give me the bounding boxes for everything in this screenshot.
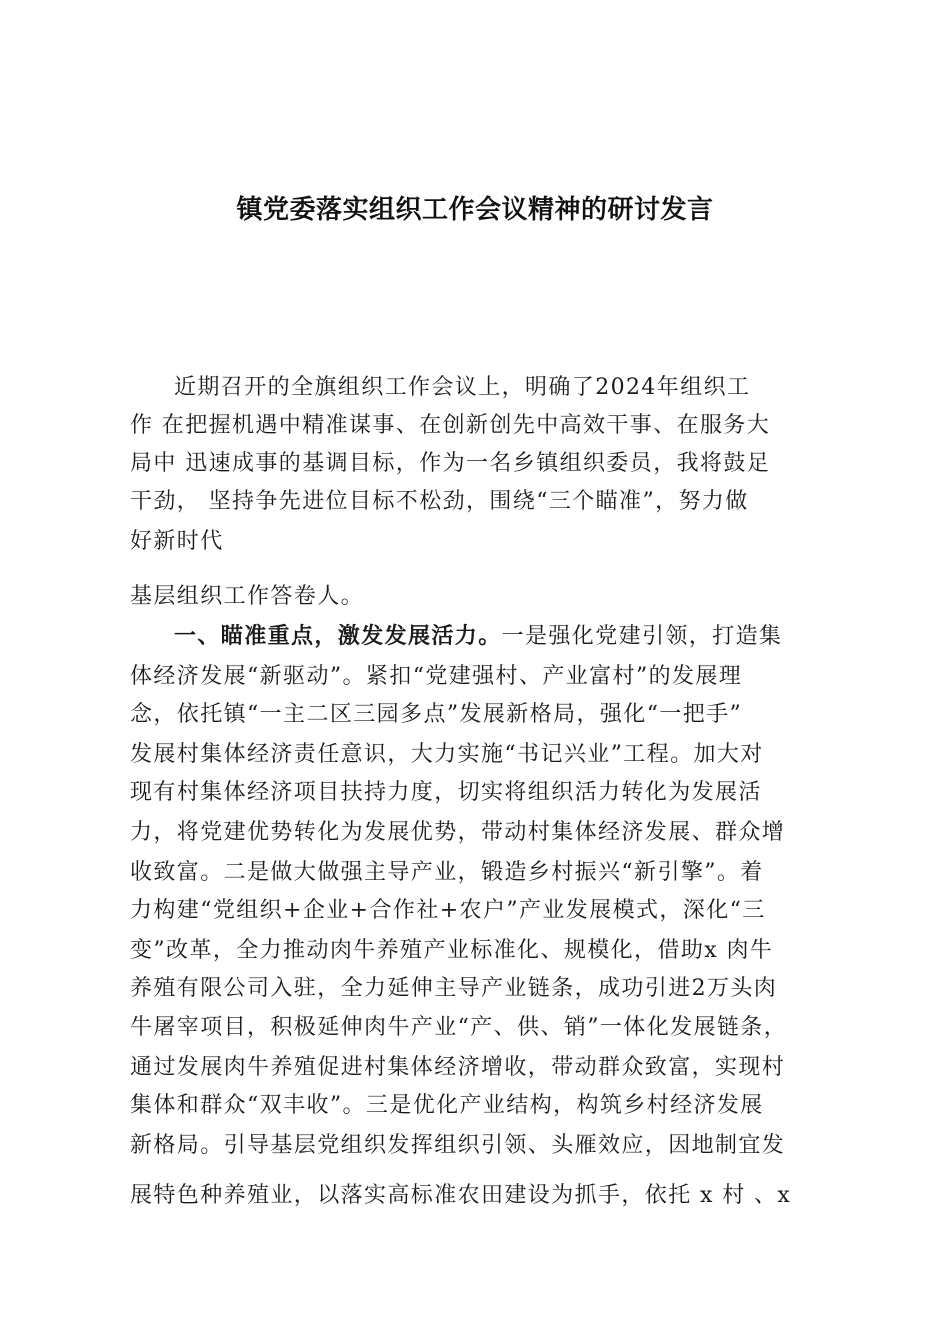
section1-line: 集体和群众“双丰收”。三是优化产业结构，构筑乡村经济发展 (130, 1093, 764, 1118)
intro-line-4: 干劲， 坚持争先进位目标不松劲，围绕“三个瞄准”，努力做 (130, 489, 749, 514)
intro-line-1: 近期召开的全旗组织工作会议上，明确了2024年组织工 (174, 375, 751, 400)
section1-line: 变”改革，全力推动肉牛养殖产业标准化、规模化，借助x 肉牛 (130, 938, 774, 963)
intro-line-2: 作 在把握机遇中精准谋事、在创新创先中高效干事、在服务大 (130, 413, 771, 438)
section1-heading: 一、瞄准重点，激发发展活力。 (174, 624, 502, 649)
intro-line-3: 局中 迅速成事的基调目标，作为一名乡镇组织委员，我将鼓足 (130, 451, 771, 476)
section1-line: 通过发展肉牛养殖促进村集体经济增收，带动群众致富，实现村 (130, 1055, 786, 1080)
section1-line: 发展村集体经济责任意识，大力实施“书记兴业”工程。加大对 (130, 742, 764, 767)
intro-line-5: 好新时代 (130, 529, 224, 554)
section1-line: 力，将党建优势转化为发展优势，带动村集体经济发展、群众增 (130, 820, 786, 845)
section1-line: 展特色种养殖业，以落实高标准农田建设为抓手，依托 x 村 、x (130, 1183, 792, 1208)
section1-line: 力构建“党组织+企业+合作社+农户”产业发展模式，深化“三 (130, 898, 766, 923)
section1-first-line-rest: 一是强化党建引领，打造集 (501, 624, 783, 649)
section1-line: 牛屠宰项目，积极延伸肉牛产业“产、供、销”一体化发展链条， (130, 1015, 788, 1040)
section1-line: 现有村集体经济项目扶持力度，切实将组织活力转化为发展活 (130, 780, 762, 805)
section1-first-line (174, 622, 782, 652)
intro-tail: 基层组织工作答卷人。 (130, 584, 365, 609)
section1-line: 收致富。二是做大做强主导产业，锻造乡村振兴“新引擎”。着 (130, 860, 764, 885)
section1-line: 念，依托镇“一主二区三园多点”发展新格局，强化“一把手” (130, 702, 743, 727)
document-title: 镇党委落实组织工作会议精神的研讨发言 (236, 195, 714, 225)
section1-line: 体经济发展“新驱动”。紧扣“党建强村、产业富村”的发展理 (130, 664, 743, 689)
section1-line: 养殖有限公司入驻，全力延伸主导产业链条，成功引进2万头肉 (130, 976, 778, 1001)
section1-line: 新格局。引导基层党组织发挥组织引领、头雁效应，因地制宜发 (130, 1133, 786, 1158)
